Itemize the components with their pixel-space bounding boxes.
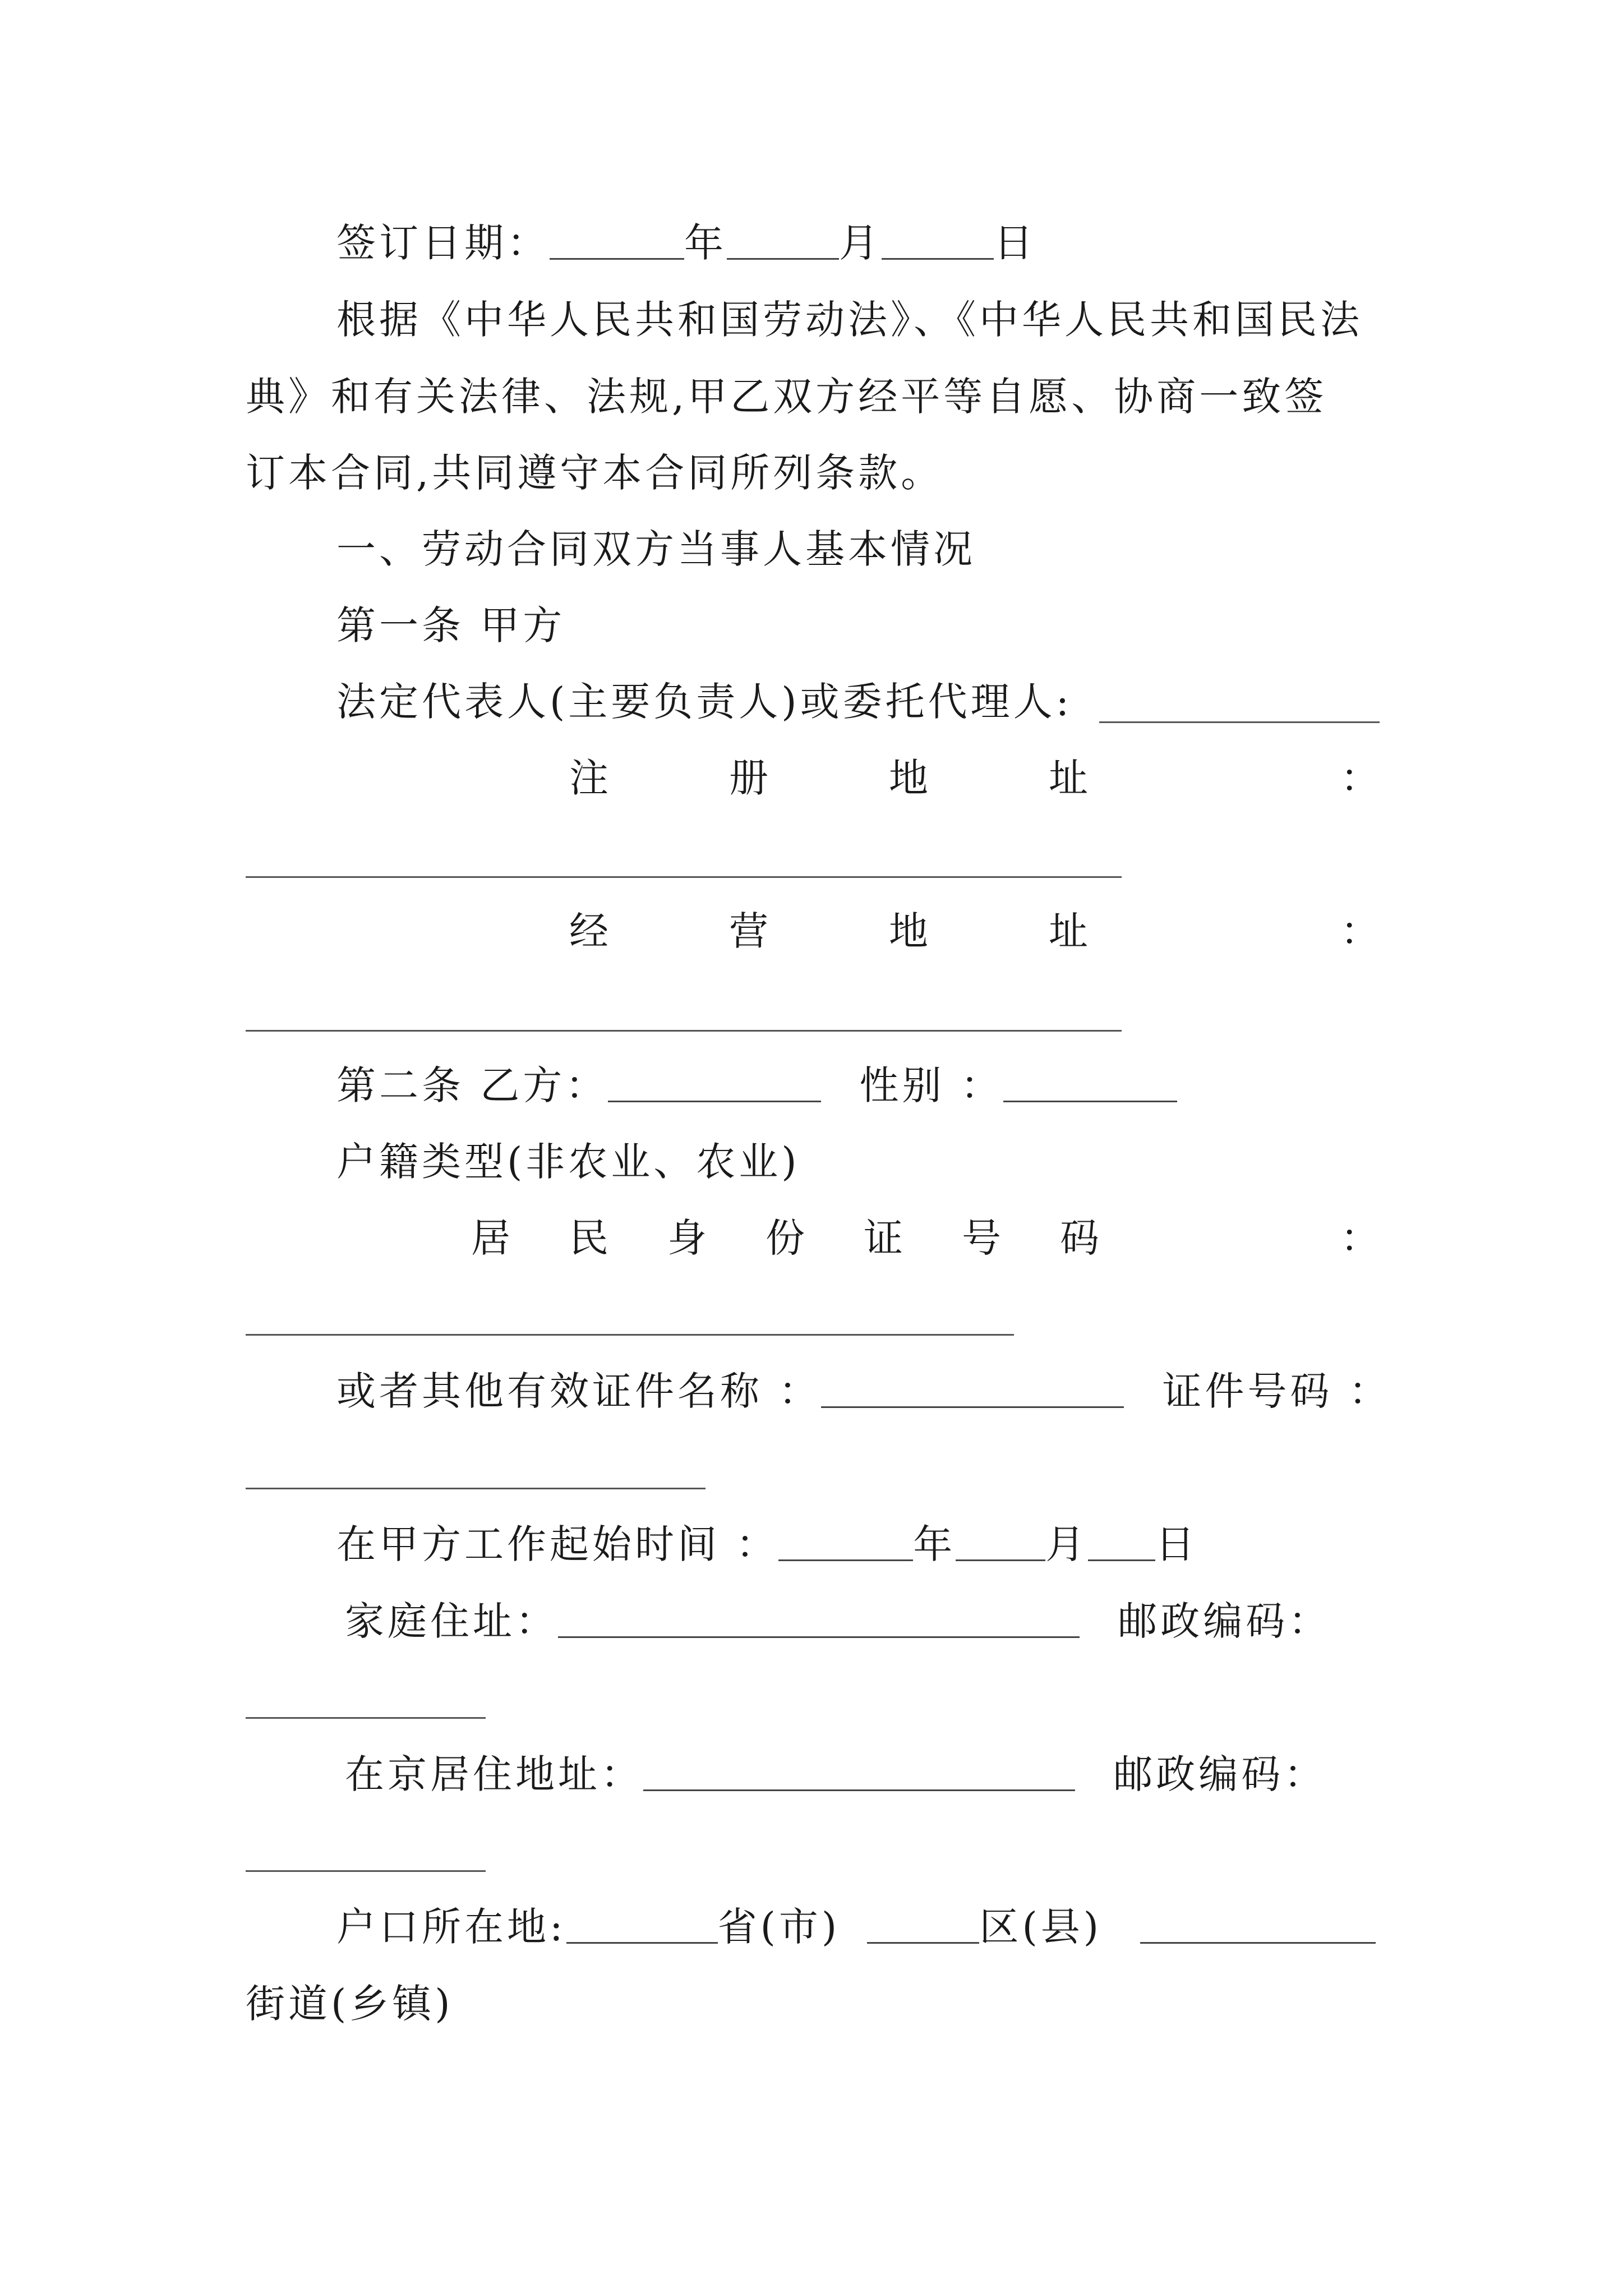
biz-addr-colon: ： — [1340, 908, 1380, 954]
start-time-label: 在甲方工作起始时间 ： — [336, 1521, 779, 1567]
start-time-line — [336, 1521, 1198, 1567]
intro-line-3: 订本合同,共同遵守本合同所列条款。 — [246, 450, 944, 496]
start-year-label: 年 — [913, 1521, 956, 1567]
reg-addr-char: 册 — [729, 755, 768, 801]
sign-date-label: 签订日期： — [336, 220, 550, 266]
home-postcode-blank[interactable] — [246, 1717, 486, 1719]
reg-addr-blank[interactable] — [246, 876, 1122, 878]
id-char: 身 — [667, 1215, 707, 1261]
reg-addr-char: 地 — [889, 755, 928, 801]
bj-addr-line — [345, 1751, 1327, 1797]
id-char: 码 — [1060, 1215, 1099, 1261]
hukou-label: 户口所在地: — [336, 1904, 566, 1950]
reg-addr-char: 注 — [569, 755, 608, 801]
article-2-line — [336, 1062, 1177, 1108]
biz-addr-char: 址 — [1049, 908, 1088, 954]
bj-postcode-blank[interactable] — [246, 1870, 486, 1872]
id-char: 民 — [569, 1215, 608, 1261]
other-id-number-blank[interactable] — [246, 1488, 706, 1489]
sign-day-blank[interactable] — [882, 224, 994, 260]
bj-postcode-label: 邮政编码： — [1113, 1751, 1327, 1797]
street-blank[interactable] — [1140, 1908, 1376, 1944]
street-label: 街道(乡镇) — [246, 1981, 454, 2027]
bj-addr-blank[interactable] — [643, 1756, 1075, 1791]
id-number-blank[interactable] — [246, 1334, 1014, 1336]
start-day-label: 日 — [1155, 1521, 1198, 1567]
sign-year-label: 年 — [684, 220, 727, 266]
intro-line-2: 典》和有关法律、法规,甲乙双方经平等自愿、协商一致签 — [246, 374, 1327, 420]
hukou-line — [336, 1904, 1376, 1950]
party-b-label: 第二条 乙方： — [336, 1062, 608, 1108]
biz-addr-char: 地 — [889, 908, 928, 954]
sign-month-blank[interactable] — [727, 224, 839, 260]
home-postcode-label: 邮政编码： — [1118, 1598, 1331, 1644]
legal-rep-label: 法定代表人(主要负责人)或委托代理人: — [336, 679, 1073, 725]
other-id-line — [336, 1368, 1391, 1414]
biz-addr-char: 营 — [729, 908, 768, 954]
biz-addr-blank[interactable] — [246, 1030, 1122, 1032]
legal-rep-line — [336, 679, 1073, 725]
household-type: 户籍类型(非农业、农业) — [336, 1139, 800, 1185]
id-number-label-2: 证件号码 ： — [1162, 1368, 1391, 1414]
id-char: 号 — [962, 1215, 1001, 1261]
home-addr-label: 家庭住址： — [345, 1598, 558, 1644]
section-1-heading: 一、劳动合同双方当事人基本情况 — [336, 526, 976, 572]
start-month-label: 月 — [1045, 1521, 1089, 1567]
biz-addr-char: 经 — [569, 908, 608, 954]
bj-addr-label: 在京居住地址： — [345, 1751, 643, 1797]
article-1: 第一条 甲方 — [336, 602, 566, 648]
id-colon: ： — [1340, 1215, 1380, 1261]
home-addr-blank[interactable] — [558, 1603, 1080, 1638]
sign-date-line — [336, 220, 1036, 266]
id-char: 份 — [766, 1215, 805, 1261]
province-blank[interactable] — [566, 1908, 718, 1944]
district-blank[interactable] — [867, 1908, 979, 1944]
reg-addr-colon: ： — [1340, 755, 1380, 801]
intro-line-1: 根据《中华人民共和国劳动法》、《中华人民共和国民法 — [336, 297, 1363, 343]
reg-addr-char: 址 — [1049, 755, 1088, 801]
sign-year-blank[interactable] — [550, 224, 684, 260]
home-addr-line — [345, 1598, 1331, 1644]
other-id-label: 或者其他有效证件名称 ： — [336, 1368, 822, 1414]
gender-blank[interactable] — [1003, 1067, 1177, 1102]
id-char: 居 — [471, 1215, 510, 1261]
party-b-blank[interactable] — [608, 1067, 821, 1102]
id-char: 证 — [864, 1215, 903, 1261]
sign-month-label: 月 — [839, 220, 882, 266]
district-label: 区(县) — [979, 1904, 1103, 1950]
other-id-blank[interactable] — [821, 1373, 1124, 1408]
gender-label: 性别 ： — [859, 1062, 1003, 1108]
province-label: 省(市) — [717, 1904, 841, 1950]
start-year-blank[interactable] — [778, 1526, 913, 1561]
legal-rep-blank[interactable] — [1099, 721, 1380, 723]
start-month-blank[interactable] — [956, 1526, 1045, 1561]
sign-day-label: 日 — [994, 220, 1036, 266]
start-day-blank[interactable] — [1088, 1526, 1155, 1561]
